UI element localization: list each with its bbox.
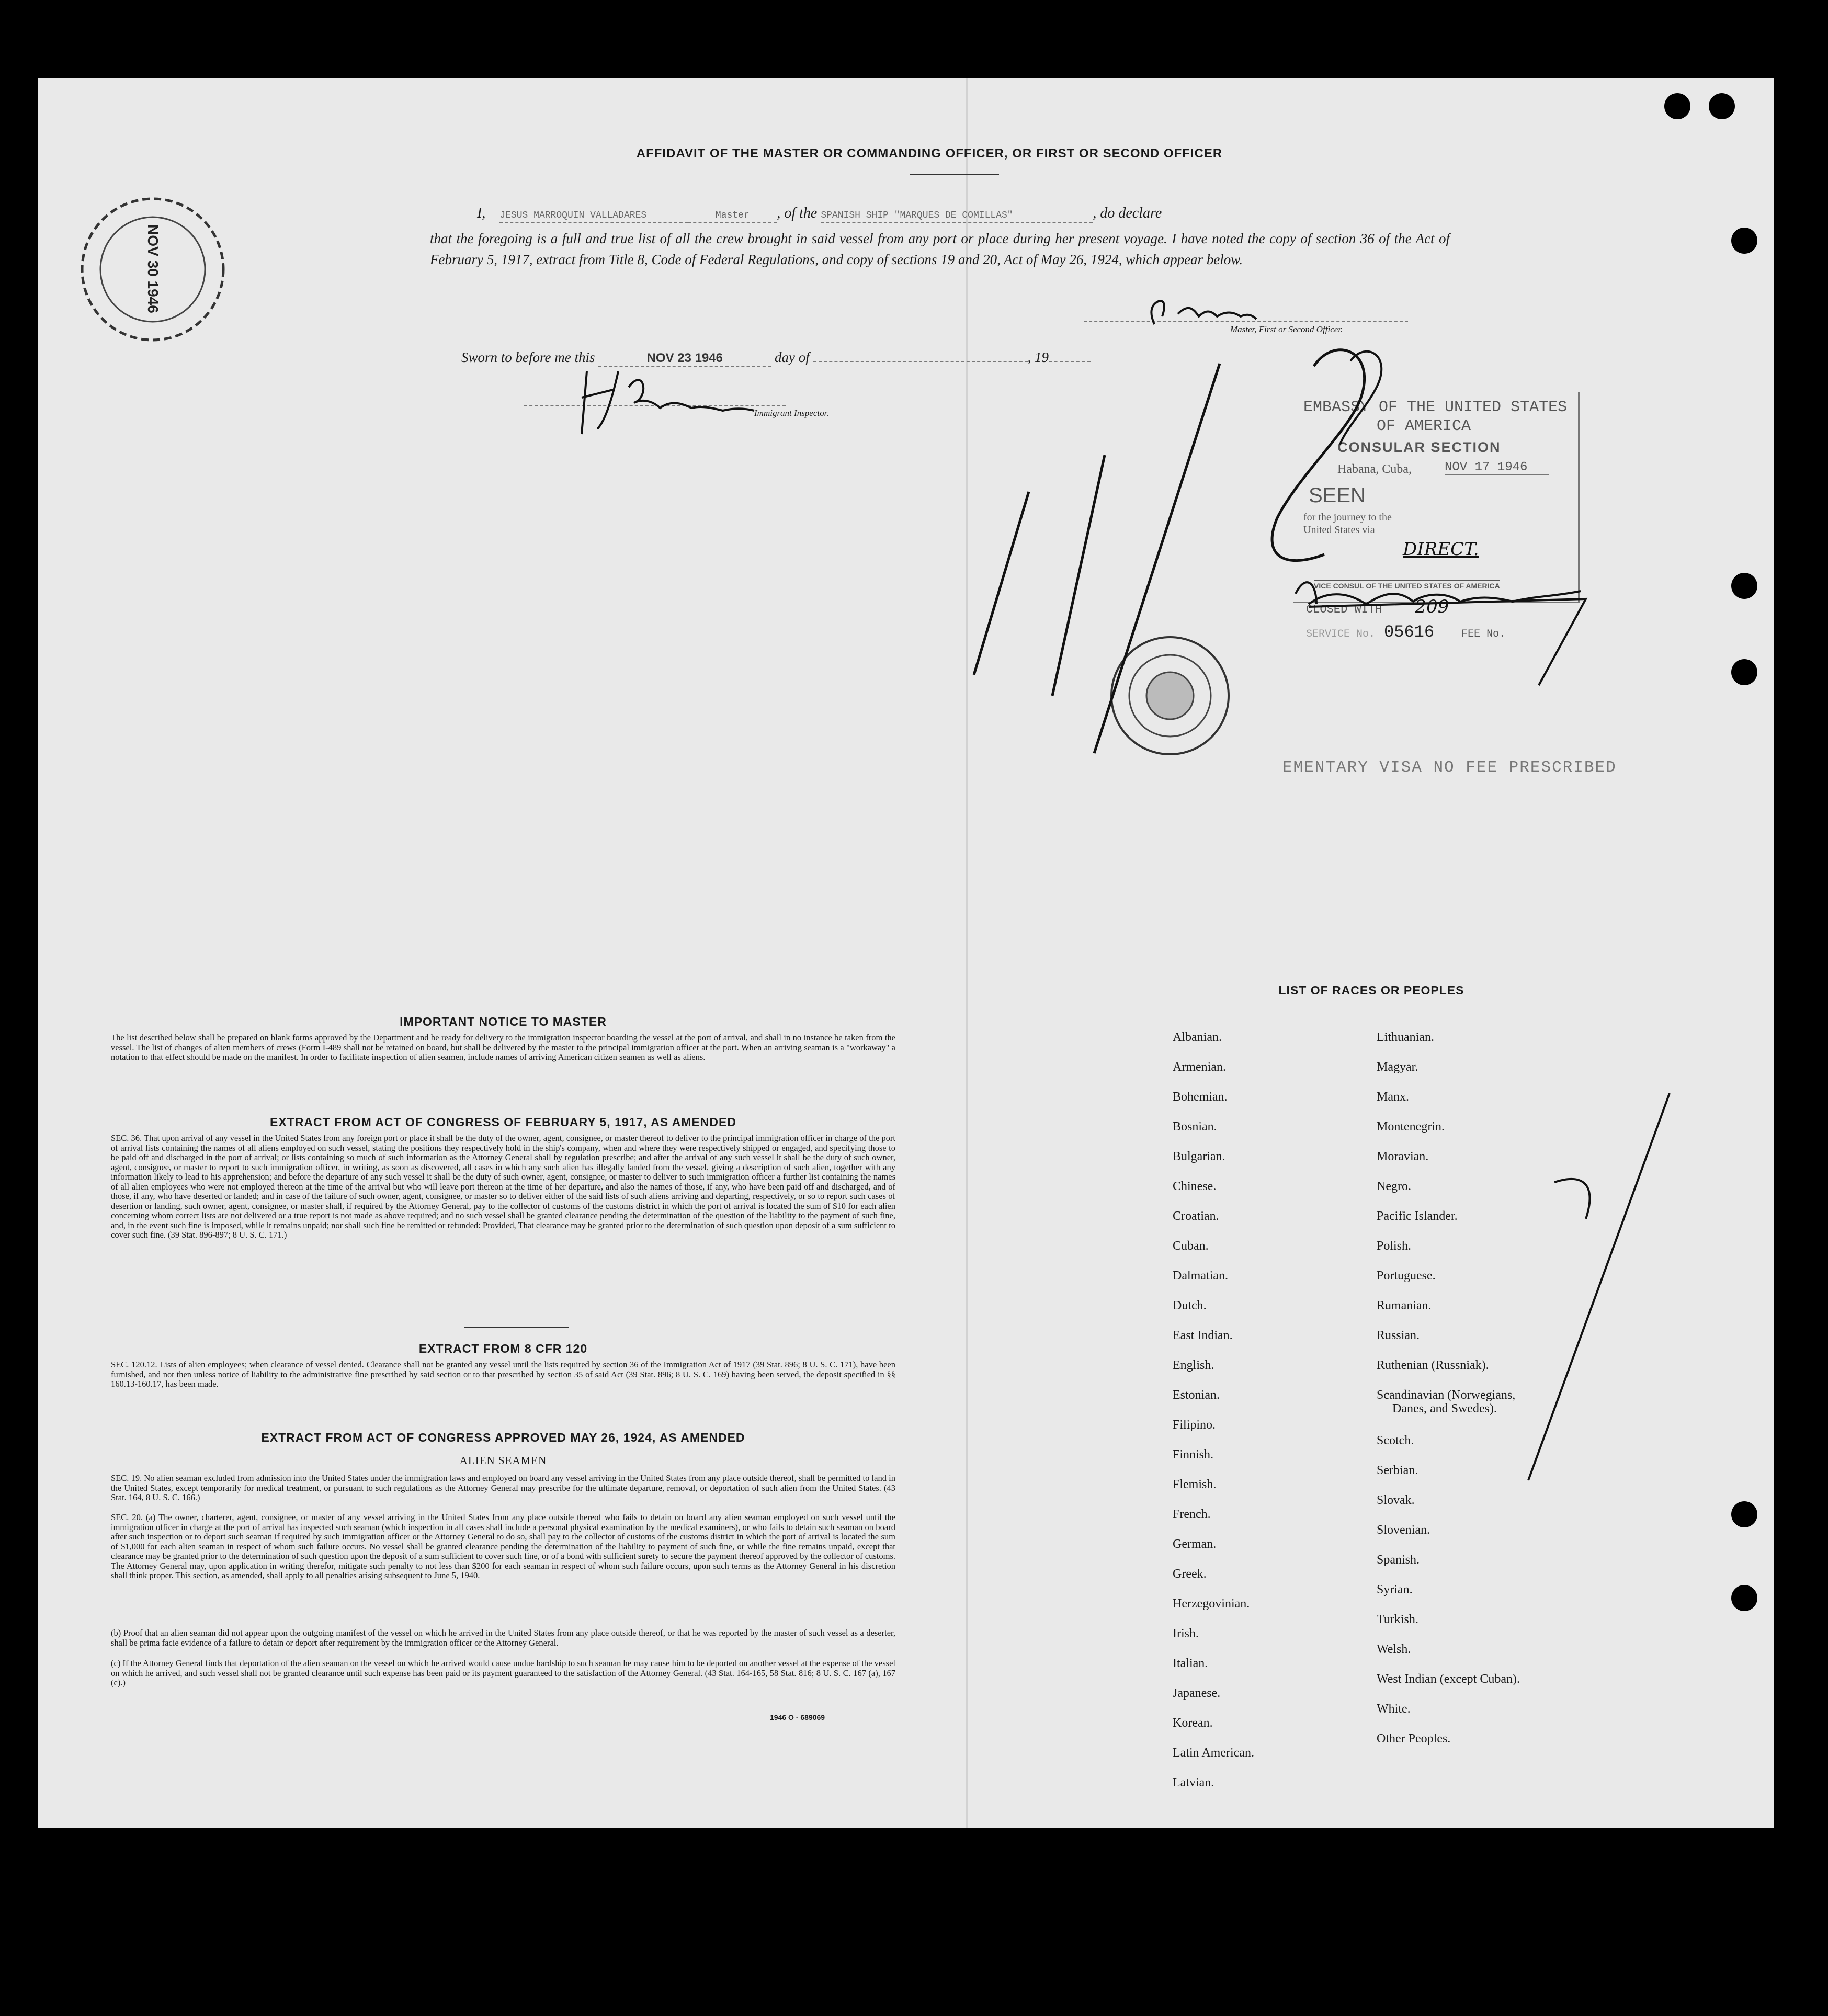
- race-item: Moravian.: [1377, 1150, 1429, 1163]
- seen-label: SEEN: [1309, 484, 1366, 507]
- extract-1924-sec20a: SEC. 20. (a) The owner, charterer, agent, consignee, or master of any vessel arriving in the United States from any place outside thereof who fails to detain on board any alien seaman employed on such vessel until the immigration officer in charge at the port of arrival has inspected such seaman (which inspection in all cases shall include a personal physical examination by the medical examiners), or who fails to detain such seaman on board after such inspection or to deport such seaman if required by such immigration officer or the Attorney General to do so, shall pay to the collector of customs of the customs district in which the port of arrival is located the sum of $1,000 for each alien seaman in respect of whom such failure occurs. No vessel shall be granted clearance pending the determination of the liability to payment of such fine, or while the fine remains unpaid, except that clearance may be granted prior to the determination of such question upon the deposit of a sum sufficient to cover such fine, or of a bond with sufficient surety to secure the payment thereof approved by the collector of customs. The Attorney General may, upon application in writing therefor, mitigate such penalty to not less than $200 for each seaman in respect of whom such failure occurs, upon such terms as the Attorney General in his discretion shall think proper. This section, as amended, shall apply to all penalties arising subsequent to June 5, 1940.: [111, 1512, 895, 1580]
- race-item: Korean.: [1173, 1716, 1213, 1730]
- extract-1924-sec19: SEC. 19. No alien seaman excluded from admission into the United States under the immigration laws and employed on board any vessel arriving in the United States from any place outside thereof, shall be permitted to land in the United States, except temporarily for medical treatment, or pursuant to such regulations as the Attorney General may prescribe for the ultimate departure, removal, or deportation of such alien from the United States. (43 Stat. 164, 8 U. S. C. 166.): [111, 1473, 895, 1502]
- document-sheet: [38, 78, 1774, 1828]
- races-column-1: [1173, 1023, 1254, 1798]
- race-item: Irish.: [1173, 1627, 1199, 1640]
- race-item: Dutch.: [1173, 1299, 1207, 1312]
- race-item: Spanish.: [1377, 1553, 1420, 1567]
- race-item: Russian.: [1377, 1329, 1420, 1342]
- declaration-body: that the foregoing is a full and true list of all the crew brought in said vessel from any port or place during her present voyage. I have noted the copy of section 36 of the Act of February 5, 1917, extract from Title 8, Code of Federal Regulations, and copy of sections 19 and 20, Act of May 26, 1924, which appear below.: [430, 231, 1450, 267]
- race-item: Dalmatian.: [1173, 1269, 1228, 1283]
- race-item: Filipino.: [1173, 1418, 1216, 1432]
- inspector-signature: [582, 371, 754, 434]
- race-item: West Indian (except Cuban).: [1377, 1672, 1520, 1686]
- race-item: Bulgarian.: [1173, 1150, 1225, 1163]
- inspector-caption: Immigrant Inspector.: [754, 408, 829, 418]
- number-11-stroke-a: [974, 492, 1029, 675]
- number-2: [1272, 350, 1365, 561]
- ship-name: SPANISH SHIP "MARQUES DE COMILLAS": [821, 210, 1013, 221]
- master-rank: Master: [715, 210, 750, 221]
- embassy-date: NOV 17 1946: [1445, 460, 1549, 475]
- race-item: Syrian.: [1377, 1583, 1413, 1596]
- race-item: German.: [1173, 1537, 1217, 1551]
- notice-text: The list described below shall be prepared on blank forms approved by the Department and be ready for delivery to the immigration inspector boarding the vessel at the port of arrival, and shall in no instance be taken from the vessel. The list of changes of alien members of crews (Form I-489 shall not be retained on board, but shall be delivered by the master to the principal immigration officer at the port. When an arriving seaman is a "workaway" a notation to that effect should be made on the manifest. In order to facilitate inspection of alien seamen, include names of arriving American citizen seamen as well as aliens.: [111, 1033, 895, 1062]
- race-item: Turkish.: [1377, 1613, 1418, 1626]
- extract-1924-sec20c: (c) If the Attorney General finds that deportation of the alien seaman on the vessel on which he arrived would cause undue hardship to such seaman he may cause him to be deported on another vessel at the expense of the vessel on which he arrived, and such vessel shall not be granted clearance until such expense has been paid or its payment guaranteed to the satisfaction of the Attorney General. (43 Stat. 164-165, 58 Stat. 816; 8 U. S. C. 167 (a), 167 (c).): [111, 1658, 895, 1687]
- race-item: Lithuanian.: [1377, 1030, 1434, 1044]
- sworn-label: Sworn to before me this: [461, 349, 595, 365]
- closed-with-label: CLOSED WITH: [1306, 603, 1382, 616]
- service-no-value: 05616: [1384, 622, 1435, 642]
- extract-1924-heading: EXTRACT FROM ACT OF CONGRESS APPROVED MAY 26, 1924, AS AMENDED: [261, 1431, 745, 1444]
- race-item: Negro.: [1377, 1180, 1411, 1193]
- closed-with-number: 209: [1415, 596, 1449, 617]
- consul-signature: [1296, 582, 1586, 685]
- races-column-2: [1377, 1023, 1520, 1754]
- race-item: Bosnian.: [1173, 1120, 1217, 1134]
- number-11-stroke-b: [1052, 455, 1105, 696]
- race-item: Latin American.: [1173, 1746, 1254, 1760]
- race-item: Ruthenian (Russniak).: [1377, 1358, 1489, 1372]
- race-item: Finnish.: [1173, 1448, 1214, 1462]
- race-item: English.: [1173, 1358, 1214, 1372]
- journey-line2: United States via: [1303, 524, 1375, 536]
- race-item: Armenian.: [1173, 1060, 1226, 1074]
- year-prefix: , 19: [1027, 349, 1049, 365]
- vice-consul-caption: VICE CONSUL OF THE UNITED STATES OF AMERICA: [1314, 580, 1500, 590]
- extract-1924-sec20b: (b) Proof that an alien seaman did not appear upon the outgoing manifest of the vessel on which he arrived in the United States from any place outside thereof, or that he was reported by the master of such vessel as a deserter, shall be prima facie evidence of a failure to detain or deport after requirement by the immigration officer or the Attorney General.: [111, 1628, 895, 1648]
- race-item: Rumanian.: [1377, 1299, 1432, 1312]
- sworn-date-stamp: NOV 23 1946: [646, 351, 723, 365]
- race-item: Flemish.: [1173, 1478, 1217, 1491]
- master-signature: [1151, 301, 1256, 324]
- embassy-place: Habana, Cuba,: [1337, 462, 1412, 476]
- race-item: Magyar.: [1377, 1060, 1418, 1074]
- race-item: Polish.: [1377, 1239, 1412, 1253]
- race-item: Welsh.: [1377, 1643, 1411, 1656]
- race-item: Herzegovinian.: [1173, 1597, 1250, 1611]
- divider-rule: [464, 1327, 569, 1328]
- race-item: French.: [1173, 1508, 1211, 1521]
- race-item: Japanese.: [1173, 1686, 1221, 1700]
- day-of-label: day of: [775, 349, 810, 365]
- extract-1917-text: SEC. 36. That upon arrival of any vessel in the United States from any foreign port or place it shall be the duty of the owner, agent, consignee, or master thereof to deliver to the principal immigration officer in charge of the port of arrival lists containing the names of all aliens employed on such vessel, stating the positions they respectively hold in the ship's company, when and where they were respectively shipped or engaged, and specifying those to be paid off and discharged in the port of arrival; or lists containing so much of such information as the Attorney General shall by regulation prescribe; and after the arrival of any such vessel it shall be the duty of such owner, agent, consignee, or master to report to such immigration officer, in writing, as soon as discovered, all cases in which any such alien has illegally landed from the vessel, giving a description of such alien, together with any information likely to lead to his apprehension; and before the departure of any such vessel it shall be the duty of such owner, agent, consignee, or master to deliver to such immigration officer a further list containing the names of all alien employees who were not employed thereon at the time of the arrival but who will leave port thereon at the time of her departure, and also the names of those, if any, who have been paid off and discharged, and of those, if any, who have deserted or landed; and in case of the failure of such owner, agent, consignee, or master so to deliver either of the said lists of such aliens arriving and departing, respectively, or so to report such cases of desertion or landing, such owner, agent, consignee, or master shall, if required by the Attorney General, pay to the collector of customs of the customs district in which the port of arrival is located the sum of $10 for each alien concerning whom correct lists are not delivered or a true report is not made as above required; and no such vessel shall be granted clearance pending the determination of the question of the liability to the payment of such fine, and, in the event such fine is imposed, while it remains unpaid; nor shall such fine be remitted or refunded: Provided, That clearance may be granted prior to the determination of such question upon deposit of a sum sufficient to cover such fine. (39 Stat. 896-897; 8 U. S. C. 171.): [111, 1133, 895, 1240]
- pronoun: I,: [477, 205, 486, 221]
- cfr-heading: EXTRACT FROM 8 CFR 120: [418, 1342, 588, 1355]
- visa-line: EMENTARY VISA NO FEE PRESCRIBED: [1282, 758, 1617, 777]
- race-item: Manx.: [1377, 1090, 1409, 1104]
- race-item: Other Peoples.: [1377, 1732, 1451, 1746]
- race-item: Pacific Islander.: [1377, 1209, 1458, 1223]
- via-handwritten: DIRECT.: [1403, 539, 1479, 560]
- race-item: Croatian.: [1173, 1209, 1219, 1223]
- master-caption: Master, First or Second Officer.: [1230, 324, 1343, 334]
- race-item: Slovak.: [1377, 1493, 1415, 1507]
- date-stamp-text: NOV 30 1946: [145, 224, 161, 313]
- embassy-line2: OF AMERICA: [1377, 417, 1471, 435]
- race-item: Albanian.: [1173, 1030, 1222, 1044]
- do-declare-label: , do declare: [1093, 205, 1162, 221]
- master-name: JESUS MARROQUIN VALLADARES: [499, 210, 647, 221]
- affidavit-title: AFFIDAVIT OF THE MASTER OR COMMANDING OFFICER, OR FIRST OR SECOND OFFICER: [636, 146, 1223, 161]
- embassy-line3: CONSULAR SECTION: [1337, 439, 1501, 455]
- alien-seamen-subheading: ALIEN SEAMEN: [459, 1454, 547, 1467]
- race-item: Montenegrin.: [1377, 1120, 1445, 1134]
- cfr-text: SEC. 120.12. Lists of alien employees; when clearance of vessel denied. Clearance shall not be granted any vessel until the lists required by section 36 of the Immigration Act of 1917 (39 Stat. 896; 8 U. S. C. 171), have been furnished, and not then unless notice of liability to the administrative fine prescribed by said section or to that prescribed by section 35 of said Act (39 Stat. 896; 8 U. S. C. 169) having been served, the deposit specified in §§ 160.13-160.17, has been made.: [111, 1360, 895, 1389]
- notice-heading: IMPORTANT NOTICE TO MASTER: [400, 1015, 607, 1028]
- print-code: 1946 O - 689069: [770, 1713, 825, 1721]
- race-item: Estonian.: [1173, 1388, 1220, 1402]
- race-item: Chinese.: [1173, 1180, 1217, 1193]
- race-item: Latvian.: [1173, 1776, 1214, 1790]
- race-item: East Indian.: [1173, 1329, 1233, 1342]
- journey-line1: for the journey to the: [1303, 512, 1392, 523]
- number-11-stroke-c: [1094, 364, 1220, 753]
- margin-check-mark: [1528, 1093, 1670, 1480]
- races-heading: LIST OF RACES OR PEOPLES: [1278, 983, 1464, 997]
- race-item: White.: [1377, 1702, 1411, 1716]
- fee-no-label: FEE No.: [1461, 628, 1506, 640]
- race-item: Greek.: [1173, 1567, 1207, 1581]
- race-item: Serbian.: [1377, 1464, 1418, 1477]
- embassy-line1: EMBASSY OF THE UNITED STATES: [1303, 399, 1568, 416]
- race-item: Bohemian.: [1173, 1090, 1228, 1104]
- of-the-label: , of the: [777, 205, 818, 221]
- race-item: Danes, and Swedes).: [1392, 1402, 1497, 1415]
- race-item: Italian.: [1173, 1657, 1208, 1670]
- race-item: Scandinavian (Norwegians,: [1377, 1388, 1516, 1402]
- race-item: Scotch.: [1377, 1434, 1414, 1447]
- extract-1917-heading: EXTRACT FROM ACT OF CONGRESS OF FEBRUARY 5, 1917, AS AMENDED: [270, 1115, 736, 1129]
- race-item: Slovenian.: [1377, 1523, 1430, 1537]
- service-no-label: SERVICE No.: [1306, 628, 1376, 640]
- race-item: Cuban.: [1173, 1239, 1209, 1253]
- race-item: Portuguese.: [1377, 1269, 1436, 1283]
